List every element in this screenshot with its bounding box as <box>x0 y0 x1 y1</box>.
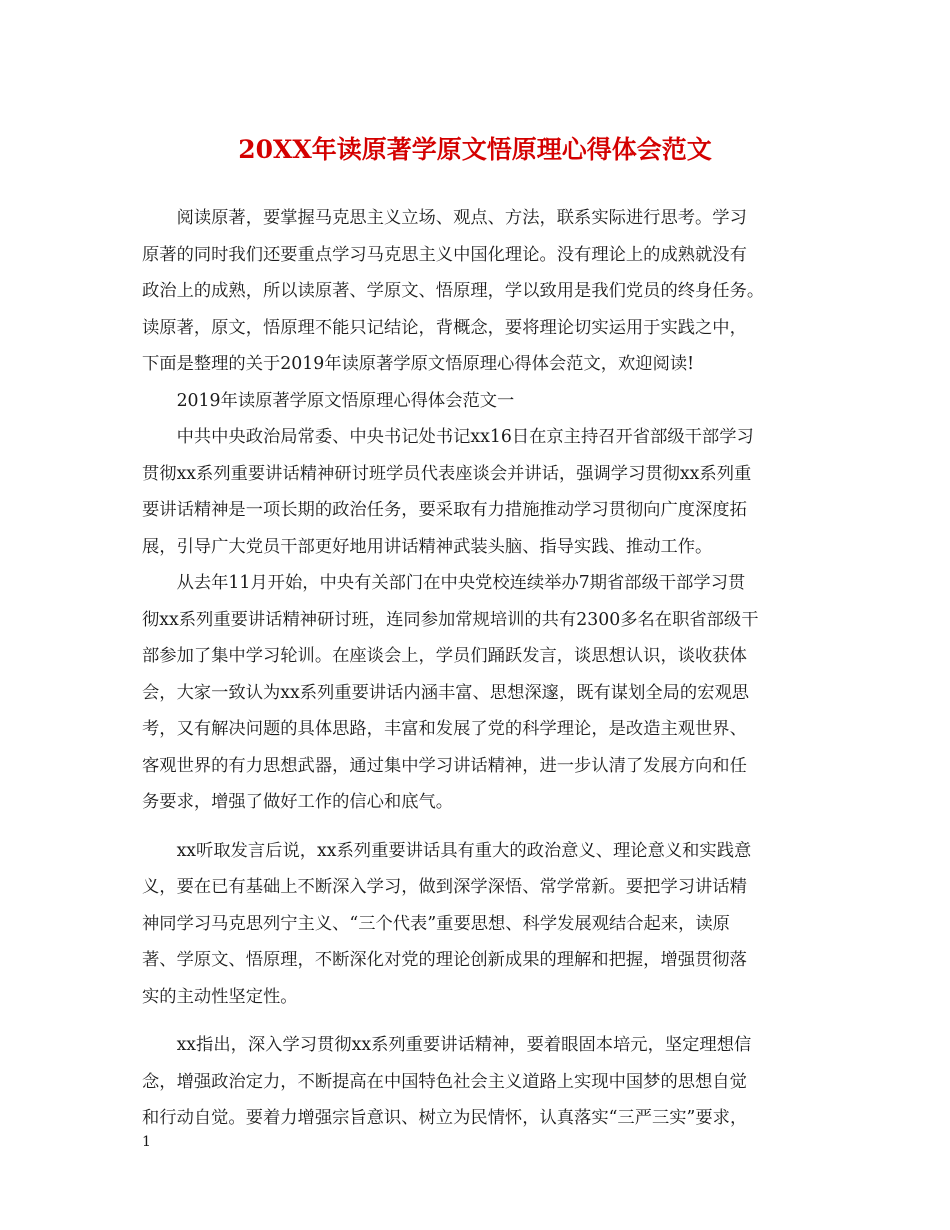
body-line: 客观世界的有力思想武器，通过集中学习讲话精神，进一步认清了发展方向和任 <box>142 755 747 776</box>
body-line: 实的主动性坚定性。 <box>142 986 298 1007</box>
body-line: xx听取发言后说，xx系列重要讲话具有重大的政治意义、理论意义和实践意 <box>142 840 752 861</box>
body-line: 政治上的成熟，所以读原著、学原文、悟原理，学以致用是我们党员的终身任务。 <box>142 281 765 301</box>
body-line: 阅读原著，要掌握马克思主义立场、观点、方法，联系实际进行思考。学习 <box>142 208 747 228</box>
body-line: 会，大家一致认为xx系列重要讲话内涵丰富、思想深邃，既有谋划全局的宏观思 <box>142 682 750 703</box>
body-line: 原著的同时我们还要重点学习马克思主义中国化理论。没有理论上的成熟就没有 <box>142 244 747 265</box>
body-line: 部参加了集中学习轮训。在座谈会上，学员们踊跃发言，谈思想认识，谈收获体 <box>142 646 747 666</box>
body-line: 彻xx系列重要讲话精神研讨班，连同参加常规培训的共有2300多名在职省部级干 <box>142 609 759 630</box>
body-line: 义，要在已有基础上不断深入学习，做到深学深悟、常学常新。要把学习讲话精 <box>142 877 747 897</box>
body-line: xx指出，深入学习贯彻xx系列重要讲话精神，要着眼固本培元，坚定理想信 <box>142 1035 752 1055</box>
body-line: 考，又有解决问题的具体思路，丰富和发展了党的科学理论，是改造主观世界、 <box>142 719 747 739</box>
body-line: 中共中央政治局常委、中央书记处书记xx16日在京主持召开省部级干部学习 <box>142 427 754 447</box>
body-line: 贯彻xx系列重要讲话精神研讨班学员代表座谈会并讲话，强调学习贯彻xx系列重 <box>142 463 752 484</box>
section-heading: 2019年读原著学原文悟原理心得体会范文一 <box>142 390 515 411</box>
body-line: 要讲话精神是一项长期的政治任务，要采取有力措施推动学习贯彻向广度深度拓 <box>142 500 747 520</box>
body-line: 务要求，增强了做好工作的信心和底气。 <box>142 792 454 812</box>
page-number: 1 <box>142 1134 151 1150</box>
body-line: 神同学习马克思列宁主义、“三个代表”重要思想、科学发展观结合起来，读原 <box>142 913 730 934</box>
body-line: 和行动自觉。要着力增强宗旨意识、树立为民情怀，认真落实“三严三实”要求， <box>142 1108 748 1128</box>
body-line: 著、学原文、悟原理，不断深化对党的理论创新成果的理解和把握，增强贯彻落 <box>142 950 747 970</box>
body-line: 念，增强政治定力，不断提高在中国特色社会主义道路上实现中国梦的思想自觉 <box>142 1071 747 1092</box>
body-line: 展，引导广大党员干部更好地用讲话精神武装头脑、指导实践、推动工作。 <box>142 536 713 557</box>
body-line: 从去年11月开始，中央有关部门在中央党校连续举办7期省部级干部学习贯 <box>142 573 746 593</box>
body-line: 读原著，原文，悟原理不能只记结论，背概念，要将理论切实运用于实践之中， <box>142 317 747 338</box>
document-body <box>142 200 814 1137</box>
body-line: 下面是整理的关于2019年读原著学原文悟原理心得体会范文，欢迎阅读! <box>142 354 695 374</box>
document-title: 20XX年读原著学原文悟原理心得体会范文 <box>238 135 712 164</box>
